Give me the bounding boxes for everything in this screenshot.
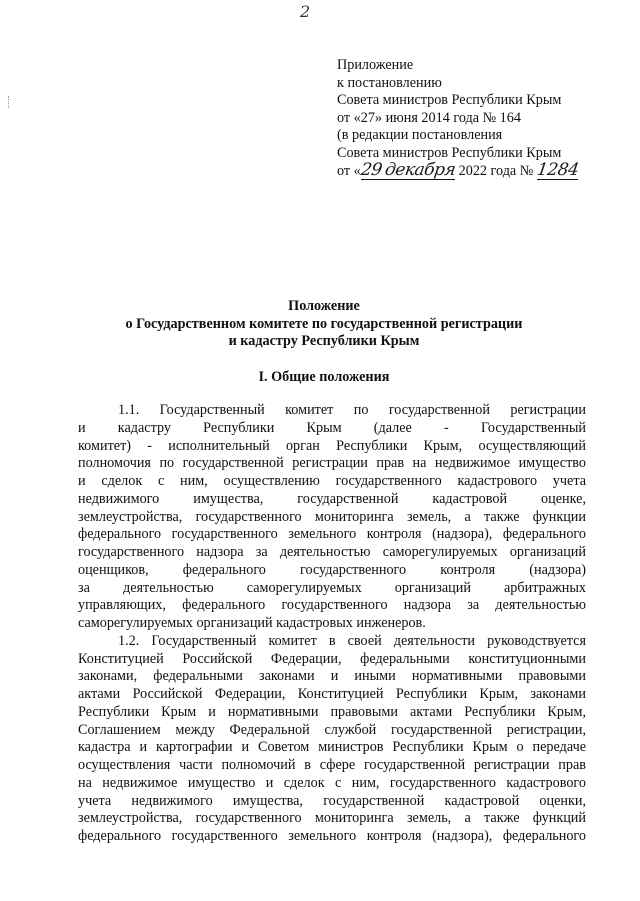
appendix-year: 2022 года № [458,162,534,179]
body-line: федерального государственного земельного контроля (надзора), федерального [78,526,586,543]
body-line: и сделок с ним, осуществлению государственного кадастрового учета [78,473,586,489]
document-title [60,298,588,351]
body-line: 1.2. Государственный комитет в своей деятельности руководствуется [118,632,586,649]
title-line-3: и кадастру Республики Крым [228,333,420,350]
appendix-line-1: Приложение [337,57,414,73]
body-line: на недвижимое имущество и сделок с ним, государственного кадастрового [78,774,586,791]
handwritten-number: 1284 [535,159,580,180]
appendix-line-3: Совета министров Республики Крым [337,92,562,109]
body-line: актами Российской Федерации, Конституцией Республики Крым, законами [78,686,586,702]
body-line: оценщиков, федерального государственного контроля (надзора) [78,561,586,578]
body-line: 1.1. Государственный комитет по государственной регистрации [118,402,586,418]
appendix-line-2: к постановлению [337,74,442,91]
appendix-line-7 [337,159,637,181]
page-number: 2 [300,2,311,21]
body-line: за деятельностью саморегулируемых организаций арбитражных [78,579,586,596]
appendix-line-6: Совета министров Республики Крым [337,144,562,161]
body-line: полномочия по государственной регистрации прав на недвижимое имущество [78,455,586,472]
body-line: кадастра и картографии и Советом министров Республики Крым о передаче [78,739,586,756]
body-line: Республики Крым и нормативными правовыми актами Республики Крым, [78,703,586,720]
body-line: осуществления части полномочий в сфере государственной регистрации прав [78,757,586,773]
handwritten-day-wrap [359,159,457,180]
body-line: Конституцией Российской Федерации, федеральными конституционными [78,650,586,667]
body-line: федерального государственного земельного контроля (надзора), федерального [78,828,586,844]
body-line: комитет) - исполнительный орган Республики Крым, осуществляющий [78,437,586,454]
appendix-line-5: (в редакции постановления [337,127,503,144]
body-line: и кадастру Республики Крым (далее - Государственный [78,419,586,436]
body-line: землеустройства, государственного мониторинга земель, а также функций [78,810,586,827]
handwritten-day: 29 [359,159,383,180]
title-line-1: Положение [288,298,360,314]
scan-artifact [8,96,11,108]
section-heading: I. Общие положения [258,369,390,385]
body-text [78,402,586,846]
body-line: управляющих, федерального государственного надзора за деятельностью [78,597,586,614]
body-line: саморегулируемых организаций кадастровых инженеров. [78,615,426,631]
handwritten-number-wrap [535,159,580,180]
body-line: недвижимого имущества, государственной кадастровой оценке, [78,490,586,507]
appendix-header [337,57,637,180]
body-line: Соглашением между Федеральной службой государственной регистрации, [78,721,586,738]
body-line: землеустройства, государственного мониторинга земель, а также функции [78,508,586,525]
appendix-date-prefix: от « [337,162,361,179]
title-line-2: о Государственном комитете по государственной регистрации [125,315,523,332]
body-line: учета недвижимого имущества, государственной кадастровой оценки, [78,792,586,809]
body-line: законами, федеральными законами и иными нормативными правовыми [78,668,586,685]
handwritten-month: декабря [383,159,457,180]
appendix-line-4: от «27» июня 2014 года № 164 [337,109,521,126]
body-line: государственного надзора за деятельностью саморегулируемых организаций [78,544,586,560]
